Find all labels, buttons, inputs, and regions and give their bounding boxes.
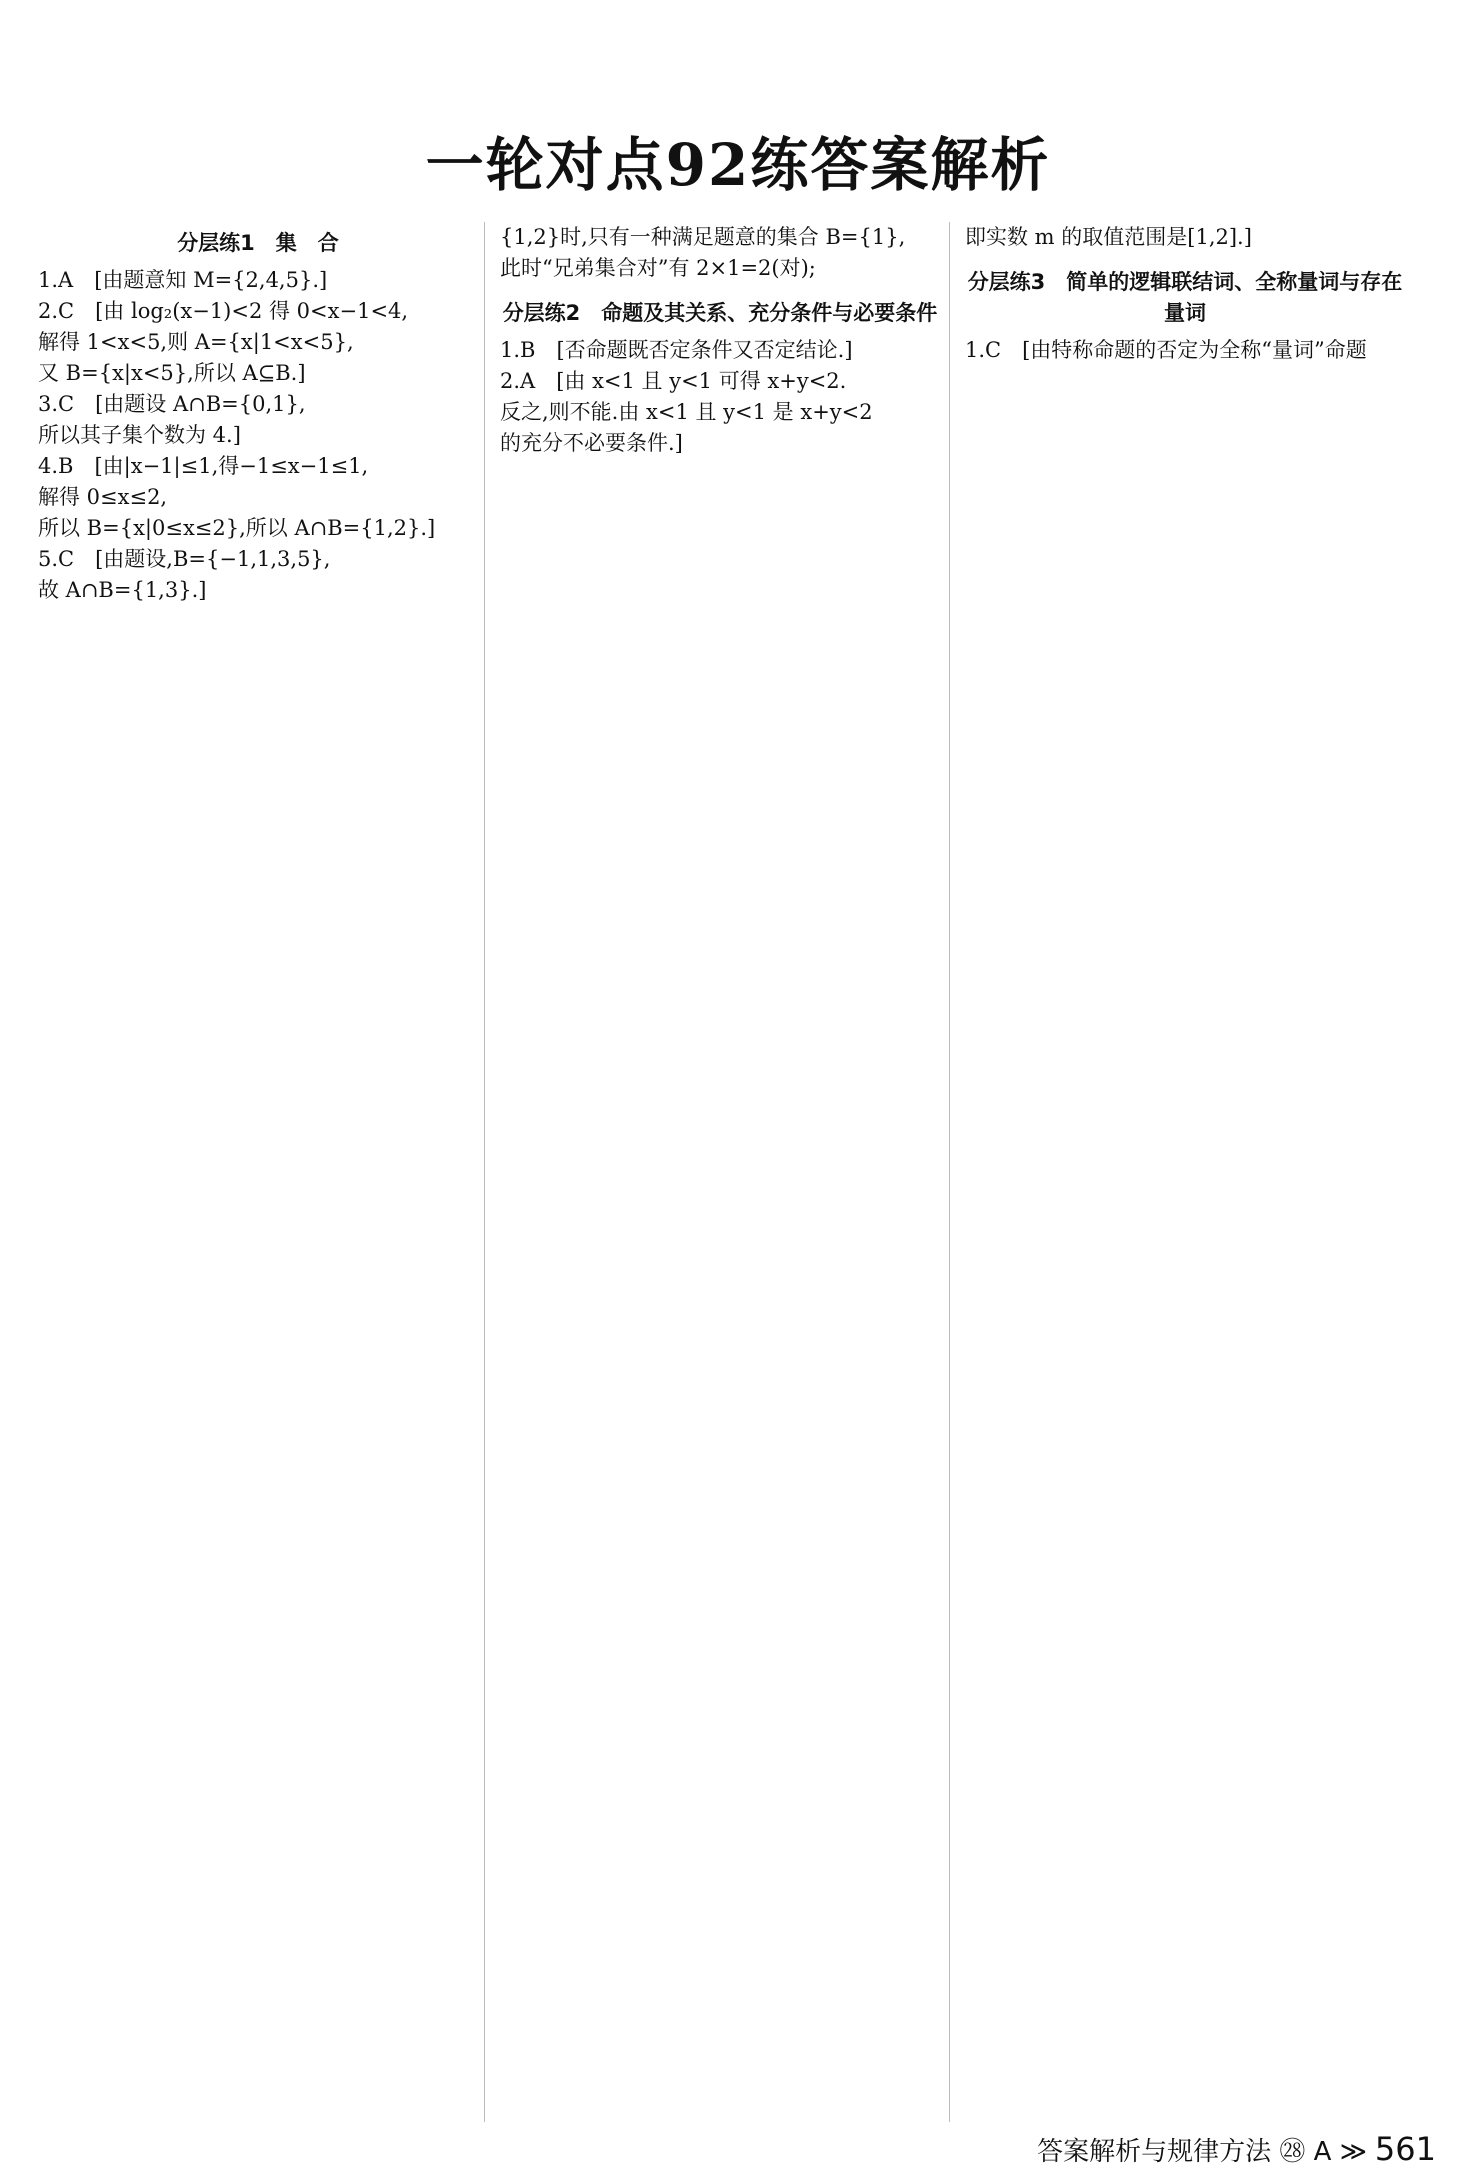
section-heading: 分层练2 命题及其关系、充分条件与必要条件 xyxy=(502,301,938,325)
answer-line: 1.A [由题意知 M={2,4,5}.] xyxy=(38,268,328,292)
page-title: 一轮对点92练答案解析 xyxy=(425,131,1051,199)
answer-line: 所以其子集个数为 4.] xyxy=(38,423,241,447)
answer-line: 反之,则不能.由 x<1 且 y<1 是 x+y<2 xyxy=(500,400,873,424)
answer-line: 所以 B={x|0≤x≤2},所以 A∩B={1,2}.] xyxy=(38,516,436,540)
answer-line: 1.C [由特称命题的否定为全称“量词”命题 xyxy=(965,338,1367,362)
section-heading: 分层练1 集 合 xyxy=(177,231,339,255)
answer-line: {1,2}时,只有一种满足题意的集合 B={1}, xyxy=(500,225,906,249)
answer-line: 2.C [由 log₂(x−1)<2 得 0<x−1<4, xyxy=(38,299,409,323)
answer-line: 故 A∩B={1,3}.] xyxy=(38,578,207,602)
answer-line: 2.A [由 x<1 且 y<1 可得 x+y<2. xyxy=(500,369,847,393)
footer-text: 答案解析与规律方法 ㉘ A ≫ xyxy=(1037,2137,1367,2167)
answer-line: 3.C [由题设 A∩B={0,1}, xyxy=(38,392,306,416)
column-2 xyxy=(500,222,940,459)
answer-line: 解得 0≤x≤2, xyxy=(38,485,168,509)
answer-line: 又 B={x|x<5},所以 A⊆B.] xyxy=(38,361,306,385)
answer-line: 即实数 m 的取值范围是[1,2].] xyxy=(965,225,1252,249)
column-divider xyxy=(949,222,950,2122)
column-divider xyxy=(484,222,485,2122)
section-heading: 分层练3 简单的逻辑联结词、全称量词与存在量词 xyxy=(967,270,1403,325)
answer-line: 的充分不必要条件.] xyxy=(500,431,683,455)
page-footer xyxy=(1037,2130,1436,2168)
answer-line: 此时“兄弟集合对”有 2×1=2(对); xyxy=(500,256,816,280)
column-3 xyxy=(965,222,1405,366)
column-1 xyxy=(38,222,478,606)
page-number: 561 xyxy=(1374,2130,1436,2168)
answer-line: 1.B [否命题既否定条件又否定结论.] xyxy=(500,338,853,362)
answer-line: 4.B [由|x−1|≤1,得−1≤x−1≤1, xyxy=(38,454,369,478)
answer-line: 解得 1<x<5,则 A={x|1<x<5}, xyxy=(38,330,354,354)
answer-line: 5.C [由题设,B={−1,1,3,5}, xyxy=(38,547,331,571)
